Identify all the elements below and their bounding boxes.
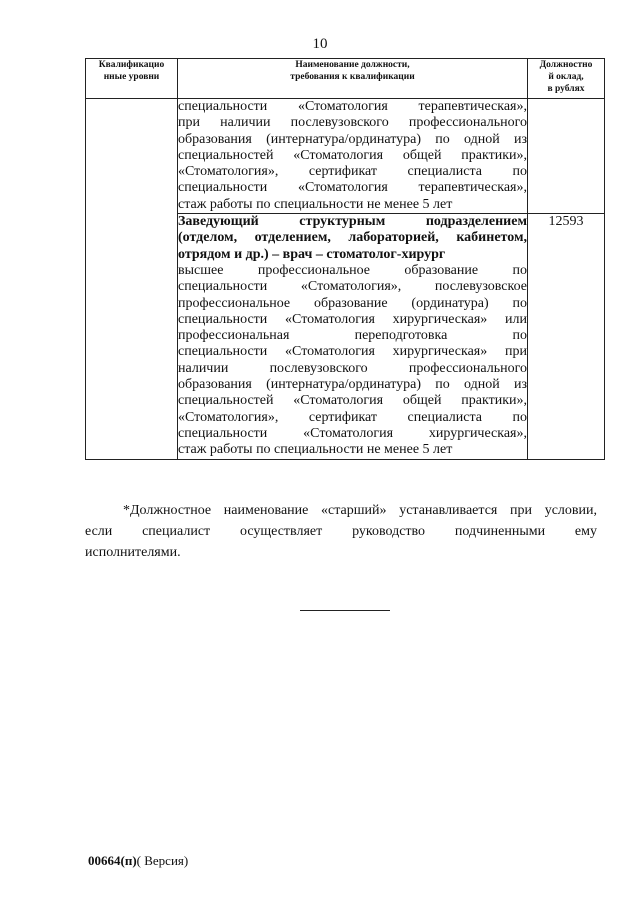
salary-cell: 12593 <box>528 214 605 459</box>
text-line: при наличии послевузовского профессионального <box>178 115 527 131</box>
header-qual-levels <box>86 59 178 99</box>
position-cell <box>178 99 528 214</box>
text-line: «Стоматология», сертификат специалиста по <box>178 164 527 180</box>
footnote <box>85 500 597 563</box>
text-line: образования (интернатура/ординатура) по одной из <box>178 377 527 393</box>
header-salary-line: в рублях <box>547 84 585 94</box>
qualification-table <box>85 58 605 460</box>
position-title-line: (отделом, отделением, лабораторией, кабинетом, <box>178 230 527 246</box>
text-line: высшее профессиональное образование по <box>178 262 527 278</box>
document-code-number: 00664(п) <box>88 853 137 868</box>
text-line: специальности «Стоматология хирургическая», <box>178 425 527 441</box>
table-header-row <box>86 59 605 99</box>
position-title-line: отрядом и др.) – врач – стоматолог-хирург <box>178 246 446 262</box>
header-position <box>178 59 528 99</box>
text-line: специальности «Стоматология», послевузовское <box>178 279 527 295</box>
page-number: 10 <box>312 36 328 52</box>
header-qual-levels-line: нные уровни <box>103 72 160 82</box>
footnote-line: *Должностное наименование «старший» устанавливается при условии, <box>123 503 597 518</box>
text-line: специальности «Стоматология хирургическая» при <box>178 344 527 360</box>
text-line: профессиональная переподготовка по <box>178 328 527 344</box>
text-line: образования (интернатура/ординатура) по одной из <box>178 131 527 147</box>
salary-cell <box>528 99 605 214</box>
position-title-line: Заведующий структурным подразделением <box>178 214 527 230</box>
header-salary-line: й оклад, <box>548 72 584 82</box>
text-line: специальностей «Стоматология общей практики», <box>178 393 527 409</box>
text-line: «Стоматология», сертификат специалиста по <box>178 409 527 425</box>
footnote-line: если специалист осуществляет руководство подчиненными ему <box>85 524 597 539</box>
table-row <box>86 99 605 214</box>
text-line: специальности «Стоматология терапевтическая», <box>178 180 527 196</box>
footnote-line: исполнителями. <box>85 545 181 560</box>
text-line: специальности «Стоматология хирургическая» или <box>178 311 527 327</box>
text-line: специальности «Стоматология терапевтическая», <box>178 99 527 114</box>
header-salary <box>528 59 605 99</box>
text-line: стаж работы по специальности не менее 5 лет <box>178 196 453 212</box>
header-qual-levels-line: Квалификацио <box>98 60 165 70</box>
text-line: наличии послевузовского профессионального <box>178 360 527 376</box>
qual-level-cell <box>86 99 178 460</box>
text-line: профессиональное образование (ординатура) по <box>178 295 527 311</box>
position-text <box>178 214 527 458</box>
document-version: ( Версия) <box>136 853 189 868</box>
text-line: специальностей «Стоматология общей практики», <box>178 147 527 163</box>
text-line: стаж работы по специальности не менее 5 лет <box>178 442 453 458</box>
position-cell <box>178 214 528 459</box>
separator-line <box>300 610 390 611</box>
header-salary-line: Должностно <box>539 60 593 70</box>
position-text <box>178 99 527 213</box>
document-code <box>88 853 188 869</box>
header-position-line: Наименование должности, <box>295 60 410 70</box>
header-position-line: требования к квалификации <box>290 72 415 82</box>
